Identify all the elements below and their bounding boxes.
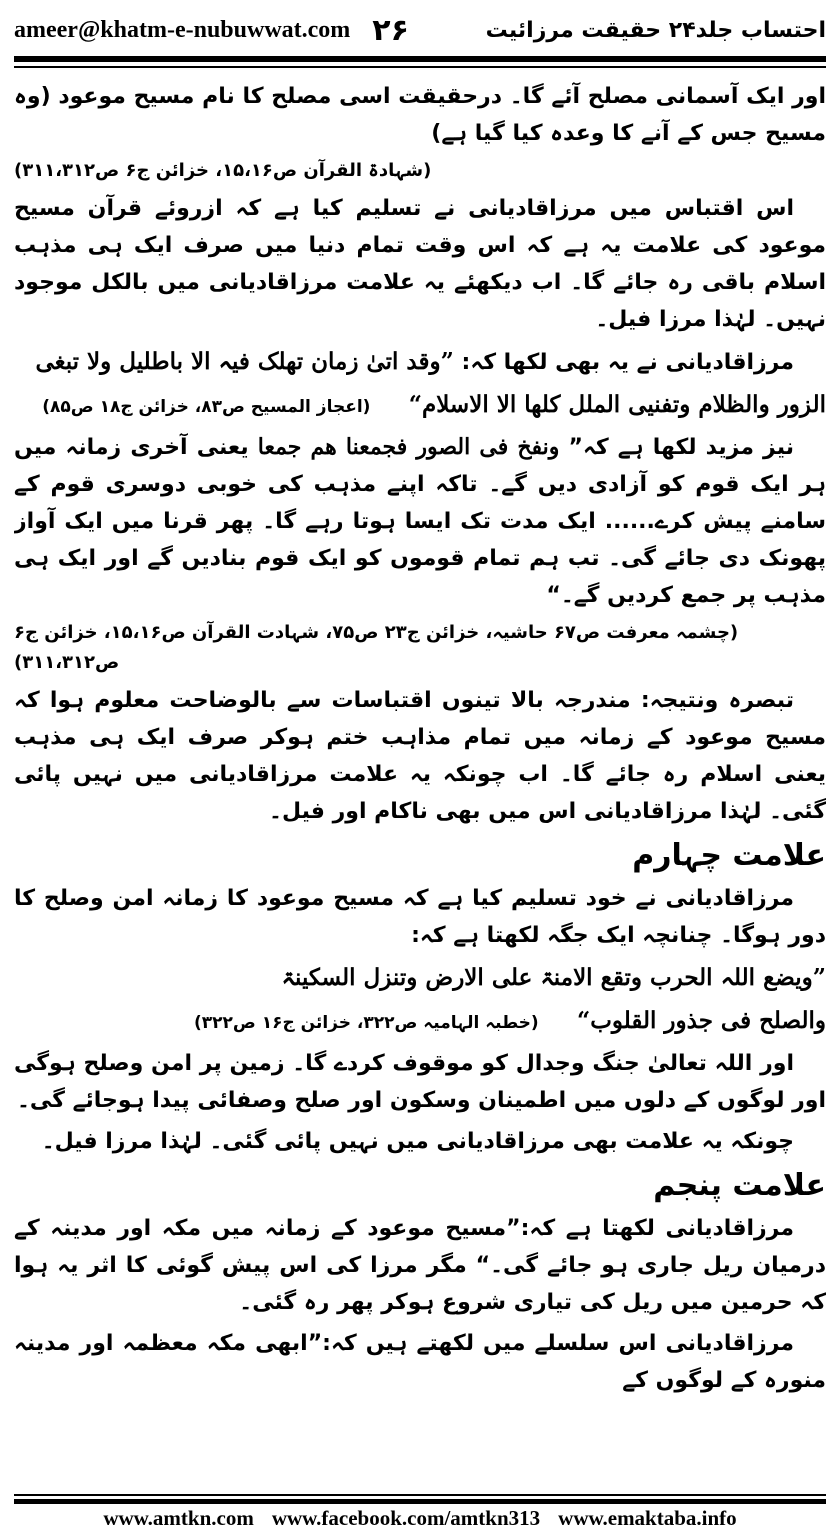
paragraph-6: مرزاقادیانی نے خود تسلیم کیا ہے کہ مسیح موعود کا زمانہ امن وصلح کا دور ہوگا۔ چنانچہ ایک جگہ لکھتا ہے کہ: <box>14 886 826 948</box>
paragraph-1-text: اور ایک آسمانی مصلح آئے گا۔ درحقیقت اسی مصلح کا نام مسیح موعود (وہ مسیح جس کے آنے کا وعدہ کیا گیا ہے) <box>14 84 826 146</box>
footer-rule-thick <box>14 1499 826 1504</box>
footer-rule-thin <box>14 1494 826 1496</box>
footer-link-emaktaba[interactable]: www.emaktaba.info <box>558 1506 737 1530</box>
paragraph-10: مرزاقادیانی اس سلسلے میں لکھتے ہیں کہ:”ابھی مکہ معظمہ اور مدینہ منورہ کے لوگوں کے <box>14 1331 826 1393</box>
reference-1: (شہادۃ القرآن ص۱۵،۱۶، خزائن ج۶ ص۳۱۱،۳۱۲) <box>14 160 432 181</box>
reference-4: (خطبہ الہامیہ ص۳۲۲، خزائن ج۱۶ ص۳۲۲) <box>194 1013 539 1033</box>
paragraph-4 <box>14 429 826 614</box>
paragraph-4-intro: نیز مزید لکھا ہے کہ” <box>568 435 794 460</box>
arabic-quote-3a: ”ویضع اللہ الحرب وتقع الامنۃ علی الارض وتنزل السکینۃ <box>281 964 826 991</box>
paragraph-8: چونکہ یہ علامت بھی مرزاقادیانی میں نہیں پائی گئی۔ لہٰذا مرزا فیل۔ <box>41 1129 794 1154</box>
paragraph-9: مرزاقادیانی لکھتا ہے کہ:”مسیح موعود کے زمانہ میں مکہ اور مدینہ کے درمیان ریل جاری ہو جائے گی۔“ مگر مرزا کی اس پیش گوئی کا اثر یہ ہوا کہ حرمین میں ریل کی تیاری شروع ہوکر پھر رہ گئی۔ <box>14 1216 826 1315</box>
arabic-quote-2: ونفخ فی الصور فجمعنا ھم جمعا <box>257 434 560 460</box>
quote-2-line-2 <box>14 1001 826 1043</box>
header-left <box>14 13 409 48</box>
paragraph-1 <box>14 78 826 152</box>
paragraph-5: تبصرہ ونتیجہ: مندرجہ بالا تینوں اقتباسات سے بالوضاحت معلوم ہوا کہ مسیح موعود کے زمانہ میں تمام مذاہب ختم ہوکر صرف ایک ہی مذہب یعنی اسلام رہ جائے گا۔ اب چونکہ یہ علامت مرزاقادیانی میں نہیں پائی گئی۔ لہٰذا مرزاقادیانی اس میں بھی ناکام اور فیل۔ <box>14 688 826 824</box>
paragraph-2: اس اقتباس میں مرزاقادیانی نے تسلیم کیا ہے کہ ازروئے قرآن مسیح موعود کی علامت یہ ہے کہ اس وقت تمام دنیا میں صرف ایک ہی مذہب اسلام باقی رہ جائے گا۔ اب دیکھئے یہ علامت مرزاقادیانی میں بالکل موجود نہیں۔ لہٰذا مرزا فیل۔ <box>14 196 826 332</box>
page-footer <box>14 1494 826 1534</box>
page-header <box>14 8 826 52</box>
quote-1-line-2 <box>14 385 826 427</box>
page-body <box>14 78 826 1478</box>
arabic-quote-1a: ”وقد اتیٰ زمان تھلک فیہ الا باطلیل ولا تبغی <box>35 348 454 375</box>
quote-1-line-1 <box>14 342 826 383</box>
book-title: احتساب جلد۲۴ حقیقت مرزائیت <box>485 17 826 43</box>
paragraph-4-text: یعنی آخری زمانہ میں ہر ایک قوم کو آزادی دیں گے۔ تاکہ اپنے مذہب کی خوبی دوسری قوم کے سامنے پیش کرے...... ایک مدت تک ایسا ہوتا رہے گا۔ پھر قرنا میں ایک آواز پھونک دی جائے گی۔ تب ہم تمام قوموں کو ایک قوم بنادیں گے اور ایک ہی مذہب پر جمع کردیں گے۔“ <box>14 435 826 608</box>
heading-alamat-5: علامت پنجم <box>653 1168 826 1203</box>
header-email[interactable]: ameer@khatm-e-nubuwwat.com <box>14 16 351 43</box>
footer-link-facebook[interactable]: www.facebook.com/amtkn313 <box>271 1506 541 1530</box>
heading-alamat-4: علامت چہارم <box>632 838 826 873</box>
header-rule-thick <box>14 56 826 62</box>
header-rule-thin <box>14 66 826 68</box>
quote-1-intro: مرزاقادیانی نے یہ بھی لکھا کہ: <box>461 350 794 375</box>
footer-link-amtkn[interactable]: www.amtkn.com <box>103 1506 254 1530</box>
reference-2: (اعجاز المسیح ص۸۳، خزائن ج۱۸ ص۸۵) <box>42 397 371 417</box>
arabic-quote-3b: والصلح فی جذور القلوب“ <box>576 1007 826 1034</box>
reference-3: (چشمہ معرفت ص۶۷ حاشیہ، خزائن ج۲۳ ص۷۵، شہادت القرآن ص۱۵،۱۶، خزائن ج۶ ص۳۱۱،۳۱۲) <box>14 622 739 673</box>
quote-2-line-1 <box>14 958 826 999</box>
paragraph-7: اور اللہ تعالیٰ جنگ وجدال کو موقوف کردے گا۔ زمین پر امن وصلح ہوگی اور لوگوں کے دلوں میں اطمینان وسکون اور صلح وصفائی پیدا ہوجائے گی۔ <box>14 1051 826 1113</box>
footer-links <box>14 1506 826 1534</box>
page-number: ۲۶ <box>372 12 409 48</box>
arabic-quote-1b: الزور والظلام وتفنیی الملل کلھا الا الاسلام“ <box>408 391 826 418</box>
